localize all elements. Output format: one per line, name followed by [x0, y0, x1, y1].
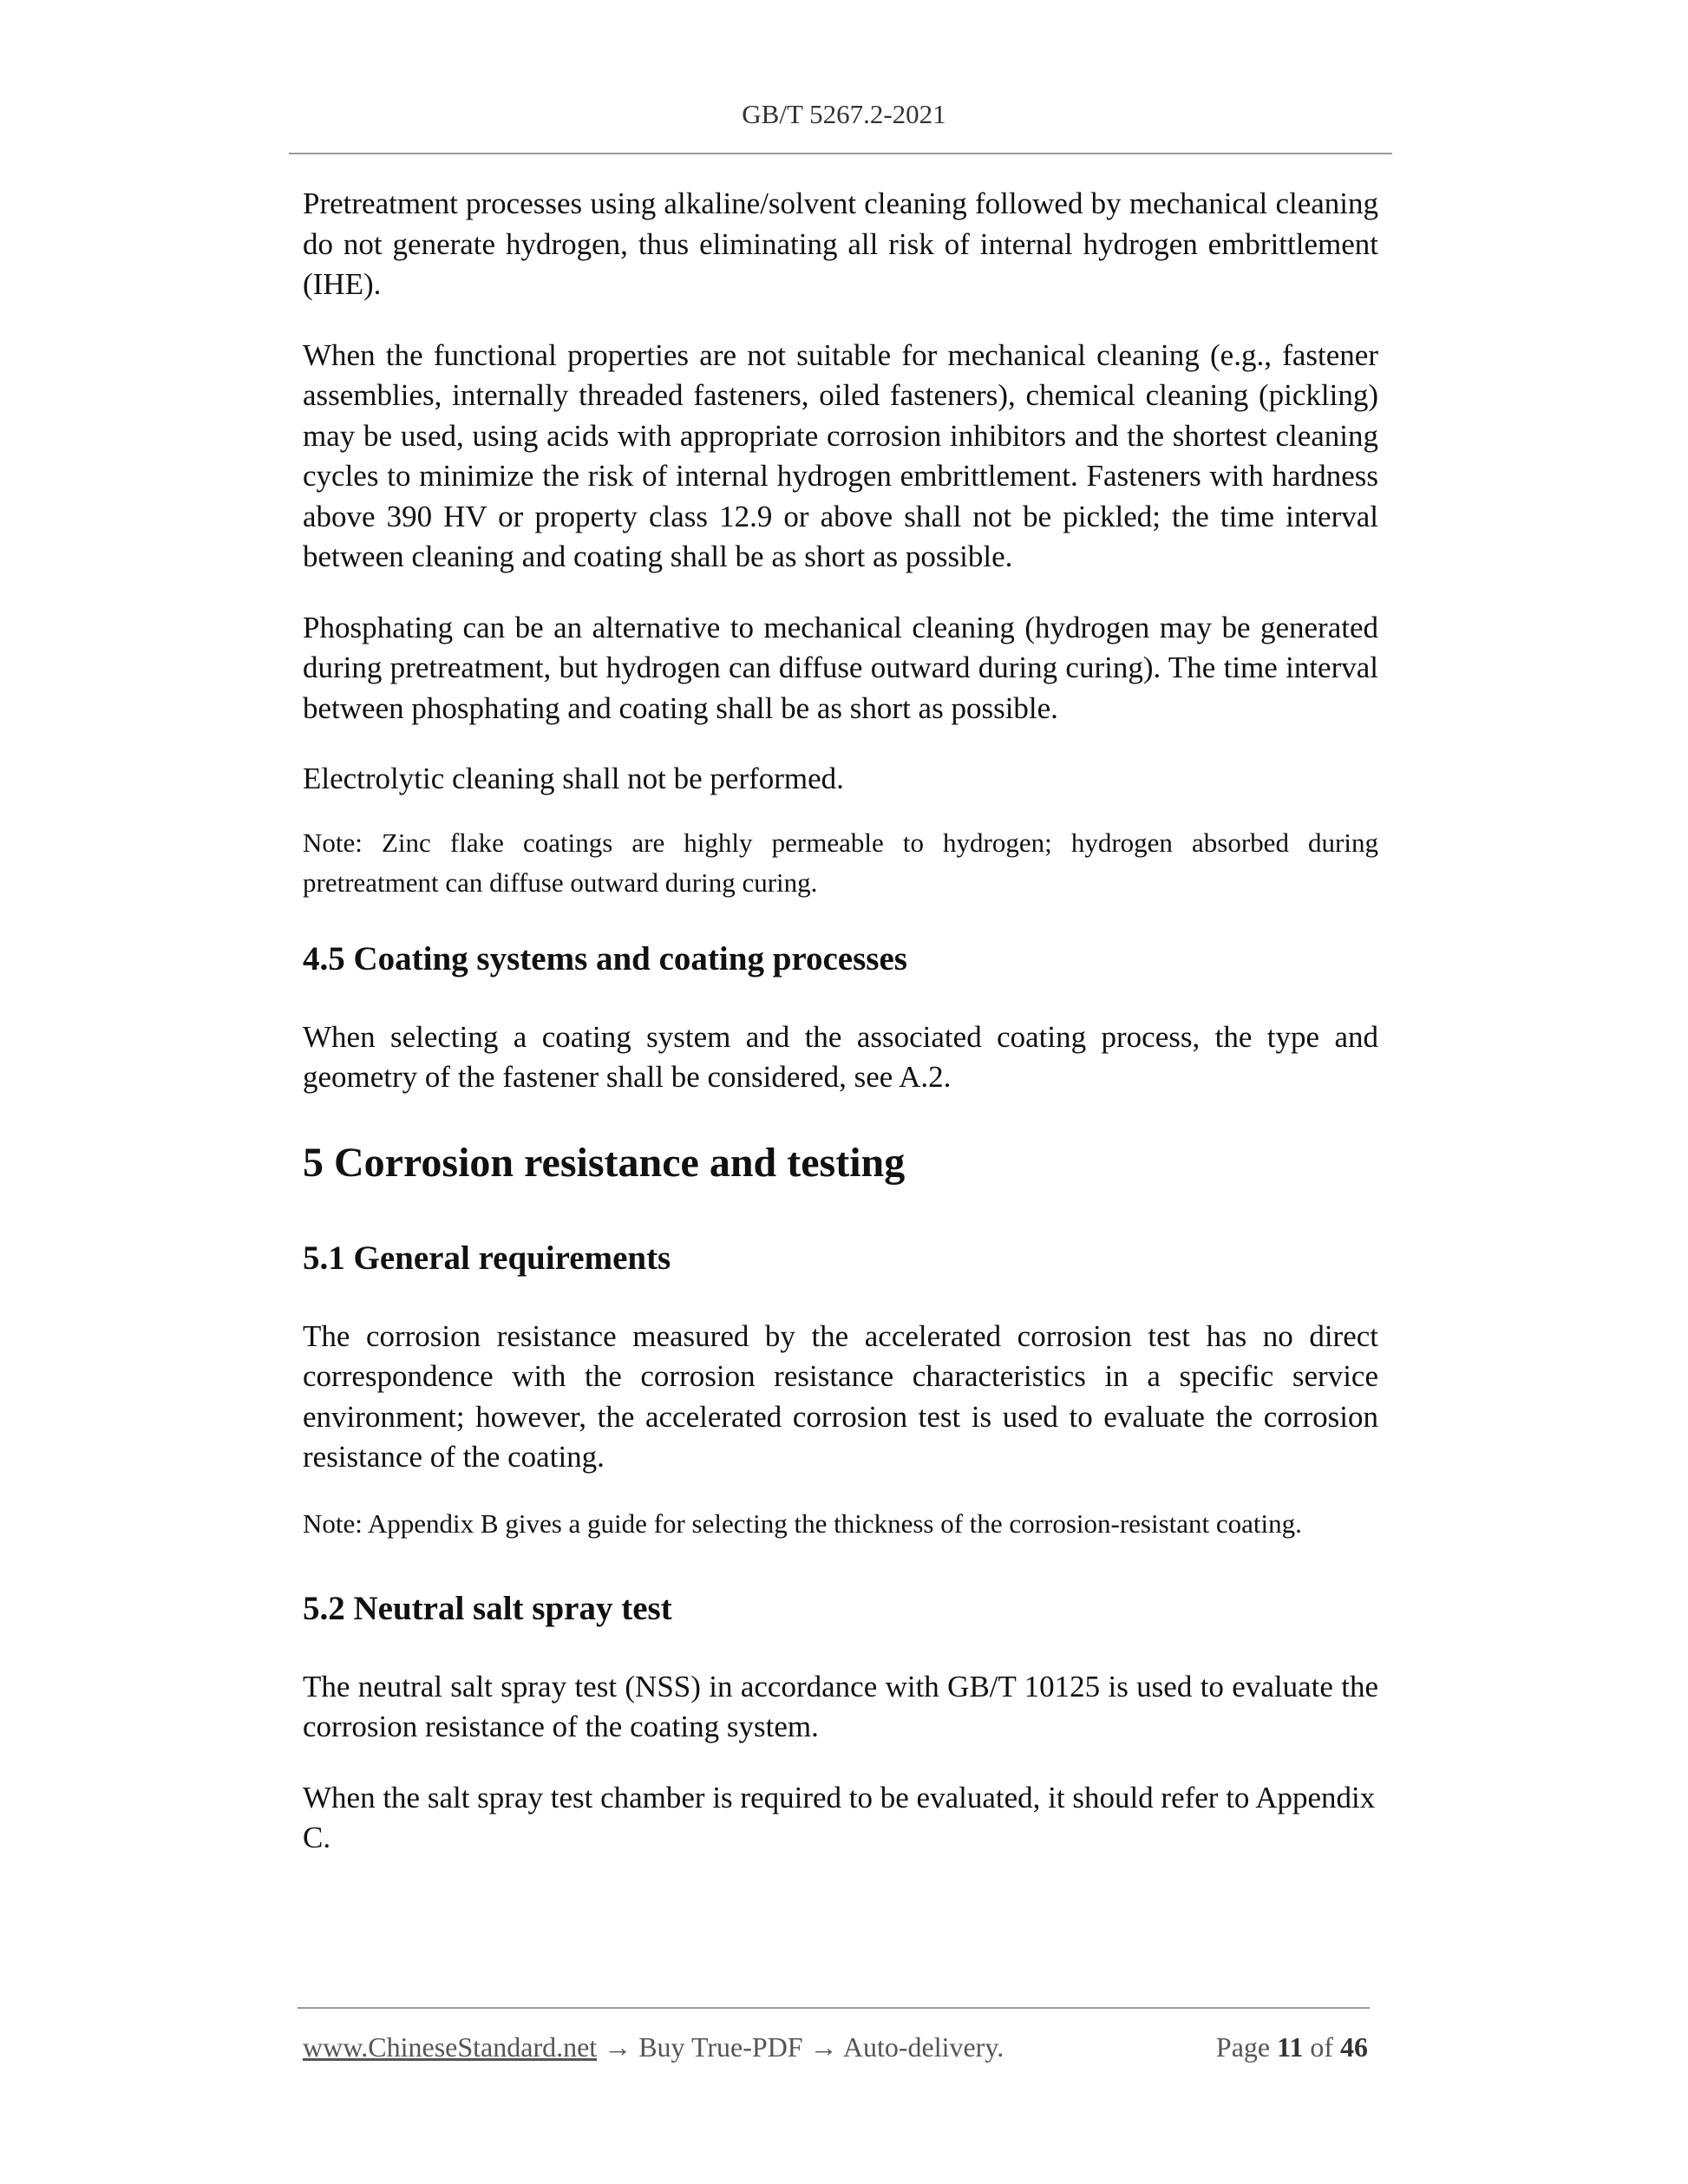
heading-5-1: 5.1 General requirements — [303, 1239, 671, 1277]
paragraph-electrolytic-cleaning: Electrolytic cleaning shall not be performed. — [303, 762, 844, 795]
document-body — [303, 184, 1378, 1889]
header-divider — [289, 153, 1392, 154]
arrow-right-icon: → — [809, 2031, 838, 2063]
heading-4-5: 4.5 Coating systems and coating processes — [303, 939, 907, 978]
paragraph-salt-spray-chamber: When the salt spray test chamber is required to be evaluated, it should refer to Appendix C. — [303, 1780, 1376, 1854]
paragraph-chemical-cleaning: When the functional properties are not suitable for mechanical cleaning (e.g., fastener assemblies, internally threaded fasteners, oiled fasteners), chemical cleaning (pickling) may be used, using acids with appropriate corrosion inhibitors and the shortest cleaning cycles to minimize the risk of internal hydrogen embrittlement. Fasteners with hardness above 390 HV or property class 12.9 or above shall not be pickled; the time interval between cleaning and coating shall be as short as possible. — [303, 337, 1378, 573]
paragraph-phosphating: Phosphating can be an alternative to mechanical cleaning (hydrogen may be generated during pretreatment, but hydrogen can diffuse outward during curing). The time interval between phosphating and coating shall be as short as possible. — [303, 610, 1378, 725]
paragraph-nss-test: The neutral salt spray test (NSS) in accordance with GB/T 10125 is used to evaluate the corrosion resistance of the coating system. — [303, 1669, 1378, 1743]
document-header-title: GB/T 5267.2-2021 — [742, 99, 946, 129]
total-pages: 46 — [1340, 2031, 1368, 2063]
page-label: Page — [1215, 2031, 1271, 2063]
buy-true-pdf-text: Buy True-PDF — [638, 2031, 803, 2063]
paragraph-corrosion-resistance: The corrosion resistance measured by the accelerated corrosion test has no direct correspondence with the corrosion resistance characteristics in a specific service environment; however, the accelerated corrosion test is used to evaluate the corrosion resistance of the coating. — [303, 1318, 1378, 1474]
footer-purchase-info — [303, 2028, 1004, 2066]
paragraph-coating-selection: When selecting a coating system and the associated coating process, the type and geometry of the fastener shall be considered, see A.2. — [303, 1019, 1378, 1094]
arrow-right-icon: → — [604, 2031, 632, 2063]
footer-divider — [298, 2007, 1370, 2009]
note-appendix-b: Note: Appendix B gives a guide for selecting the thickness of the corrosion-resistant coating. — [303, 1507, 1302, 1539]
note-zinc-flake: Note: Zinc flake coatings are highly permeable to hydrogen; hydrogen absorbed during pretreatment can diffuse outward during curing. — [303, 827, 1378, 898]
auto-delivery-text: Auto-delivery. — [842, 2031, 1004, 2063]
paragraph-pretreatment: Pretreatment processes using alkaline/solvent cleaning followed by mechanical cleaning do not generate hydrogen, thus eliminating all risk of internal hydrogen embrittlement (IHE). — [303, 186, 1378, 301]
heading-5-2: 5.2 Neutral salt spray test — [303, 1589, 672, 1627]
page-counter — [1216, 2028, 1368, 2066]
of-label: of — [1310, 2031, 1333, 2063]
heading-5: 5 Corrosion resistance and testing — [303, 1139, 906, 1186]
page-number: 11 — [1277, 2031, 1304, 2063]
website-link[interactable]: www.ChineseStandard.net — [303, 2031, 598, 2063]
